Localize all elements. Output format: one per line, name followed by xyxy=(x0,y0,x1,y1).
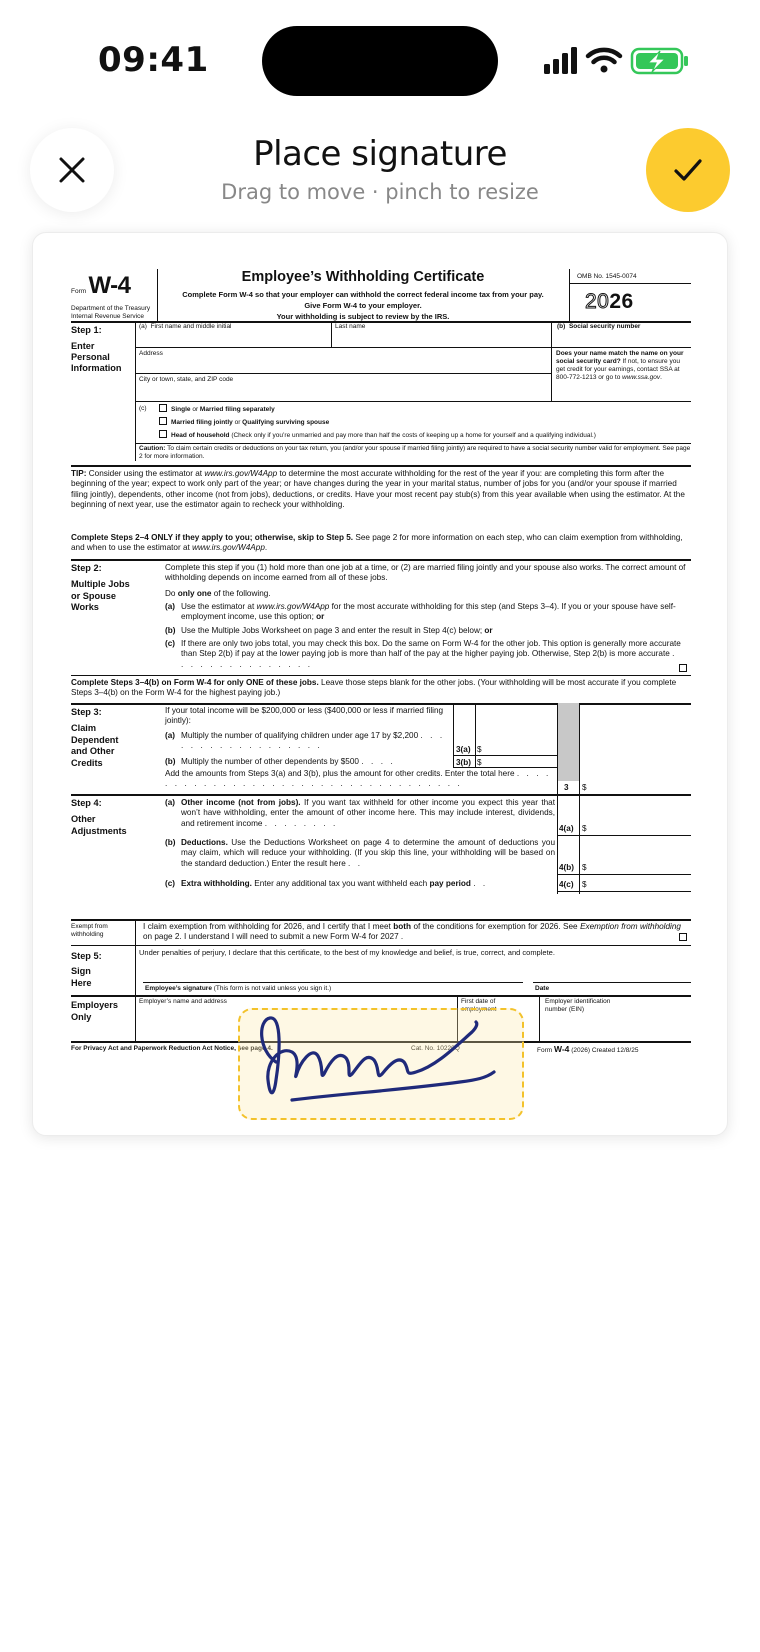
step2-a-text: Use the estimator at www.irs.gov/W4App for the most accurate withholding for this step (and Steps 3–4). If you or your spouse have self-employment income, use this option; or xyxy=(181,602,676,622)
step4c-dollar[interactable]: $ xyxy=(582,880,587,889)
step4-name: Other Adjustments xyxy=(71,814,127,836)
form-footer-id: Form W-4 (2026) Created 12/8/25 xyxy=(537,1044,639,1054)
checkmark-icon xyxy=(671,153,705,187)
employers-only-label: Employers Only xyxy=(71,1000,118,1022)
filing-option-joint[interactable]: Married filing jointly or Qualifying surviving spouse xyxy=(159,417,329,427)
status-time: 09:41 xyxy=(98,40,209,80)
step4-a-text: Other income (not from jobs). If you want tax withheld for other income you expect this year that won’t have withholding, enter the amount of other income here. This may include interest, dividends, and retirement income . . . . . . . . xyxy=(181,798,556,828)
city-label: City or town, state, and ZIP code xyxy=(139,376,234,383)
tax-year xyxy=(585,289,634,315)
form-label: Form xyxy=(71,288,87,295)
step5-name: Sign Here xyxy=(71,966,92,988)
step2-b-label: (b) xyxy=(165,626,176,635)
dynamic-island xyxy=(262,26,498,96)
step3-a-label: (a) xyxy=(165,731,176,740)
step1-head: Step 1: xyxy=(71,325,102,335)
step3-a-text: Multiply the number of qualifying children under age 17 by $2,200 . . . . . . . . . . . . . . . . . . xyxy=(181,731,445,751)
complete-steps-3-4b: Complete Steps 3–4(b) on Form W-4 for only ONE of these jobs. Leave those steps blank for the other jobs. (Your withholding will be most accurate if you complete Steps 3–4(b) on the Form W-4 for the highest paying job.) xyxy=(71,678,677,698)
document-preview xyxy=(32,232,728,1136)
filing-status-label: (c) xyxy=(139,405,147,412)
dept-label: Department of the Treasury xyxy=(71,305,151,312)
exempt-text: I claim exemption from withholding for 2026, and I certify that I meet both of the conditions for exemption for 2026. See Exemption from withholding on page 2. I understand I will need to submit a new Form W-4 for 2027 . xyxy=(143,922,681,942)
step1-name-1: Enter xyxy=(71,341,95,351)
step4b-dollar[interactable]: $ xyxy=(582,863,587,872)
perjury-statement: Under penalties of perjury, I declare that this certificate, to the best of my knowledge and belief, is true, correct, and complete. xyxy=(139,948,555,957)
exempt-checkbox[interactable] xyxy=(679,933,687,941)
form-subtitle-2: Give Form W-4 to your employer. xyxy=(304,300,422,310)
step2-c-text: If there are only two jobs total, you may check this box. Do the same on Form W-4 for the other job. This option is generally more accurate than Step 2(b) if pay at the lower paying job is more than half of the pay at the higher paying job. Otherwise, Step 2(b) is more accurate . . . . . . . . . . . . . . . xyxy=(181,639,681,669)
signature-placement-frame[interactable] xyxy=(238,1008,524,1120)
form-subtitle-1: Complete Form W-4 so that your employer can withhold the correct federal income tax from your pay. xyxy=(182,289,544,299)
step1-name-3: Information xyxy=(71,363,122,374)
caution-note: Caution: To claim certain credits or deductions on your tax return, you (and/or your spouse if married filing jointly) are required to have a social security number valid for employment. See page 2 for more information. xyxy=(139,445,691,460)
privacy-notice: For Privacy Act and Paperwork Reduction Act Notice, see page 4. xyxy=(71,1045,273,1052)
step2-name: Multiple Jobs or Spouse Works xyxy=(71,579,130,612)
tip-paragraph: TIP: Consider using the estimator at www.irs.gov/W4App to determine the most accurate withholding for the rest of the year if you: are completing this form after the beginning of the year; expect to work only part of the year; or have changes during the year in your marital status, number of jobs for you (and/or your spouse if married filing jointly), dependents, other income (not from jobs), deductions, or credits. Have your most recent pay stub(s) from this year available when using the estimator. At the beginning of next year, use the estimator again to recheck your withholding. xyxy=(71,469,685,509)
irs-label: Internal Revenue Service xyxy=(71,312,144,320)
step3-head: Step 3: xyxy=(71,707,102,717)
step4-c-text: Extra withholding. Enter any additional tax you want withheld each pay period . . xyxy=(181,879,488,888)
last-name-label: Last name xyxy=(335,323,366,330)
address-label: Address xyxy=(139,350,163,357)
exempt-label: Exempt from withholding xyxy=(71,923,108,939)
year-prefix: 20 xyxy=(585,290,610,313)
wifi-icon xyxy=(588,50,620,73)
step2-c-checkbox[interactable] xyxy=(679,664,687,672)
step3-line-label: 3 xyxy=(564,783,569,792)
employer-name-address-label: Employer’s name and address xyxy=(139,998,227,1005)
cat-number: Cat. No. 10220Q xyxy=(411,1045,460,1052)
ein-label: Employer identification number (EIN) xyxy=(545,998,611,1014)
step4a-line-label: 4(a) xyxy=(559,824,574,833)
form-title-block xyxy=(157,269,569,321)
status-icons xyxy=(544,44,694,76)
step4c-line-label: 4(c) xyxy=(559,880,574,889)
date-label: Date xyxy=(535,985,550,992)
step4b-line-label: 4(b) xyxy=(559,863,575,872)
year-suffix: 26 xyxy=(609,290,634,313)
step4a-dollar[interactable]: $ xyxy=(582,824,587,833)
step3-intro: If your total income will be $200,000 or less ($400,000 or less if married filing jointly): xyxy=(165,706,444,726)
step2-do-only-one: Do only one of the following. xyxy=(165,589,271,598)
step4-a-label: (a) xyxy=(165,798,176,807)
first-date-label: First date of employment xyxy=(461,998,497,1014)
filing-option-hoh[interactable]: Head of household (Check only if you’re unmarried and pay more than half the costs of keeping up a home for yourself and a qualifying individual.) xyxy=(159,430,596,440)
omb-number: OMB No. 1545-0074 xyxy=(577,273,637,280)
handwritten-signature[interactable] xyxy=(240,1010,526,1122)
step4-head: Step 4: xyxy=(71,798,102,808)
form-title: Employee’s Withholding Certificate xyxy=(241,269,485,285)
page-title: Place signature xyxy=(253,134,507,174)
page-subtitle: Drag to move · pinch to resize xyxy=(221,180,539,204)
step3-b-text: Multiply the number of other dependents by $500 . . . . xyxy=(181,757,396,766)
step3-name: Claim Dependent and Other Credits xyxy=(71,723,119,768)
step1-name xyxy=(71,341,122,375)
filing-option-single[interactable]: Single or Married filing separately xyxy=(159,404,275,414)
step4-b-label: (b) xyxy=(165,838,176,847)
first-name-label: (a) First name and middle initial xyxy=(139,323,232,330)
employee-signature-line[interactable]: Employee’s signature (This form is not valid unless you sign it.) xyxy=(145,985,332,992)
step2-intro: Complete this step if you (1) hold more than one job at a time, or (2) are married filing jointly and your spouse also works. The correct amount of withholding depends on income earned from all of these jobs. xyxy=(165,563,686,583)
step4-b-text: Deductions. Use the Deductions Worksheet on page 4 to determine the amount of deductions you may claim, which will reduce your withholding. (If you skip this line, your withholding will be based on the standard deduction.) Enter the result here . . xyxy=(181,838,555,868)
step3-add-text: Add the amounts from Steps 3(a) and 3(b), plus the amount for other credits. Enter the total here . . . . . . . . . . . . . . . . . . . . . . . . . . . . . . . . . . . xyxy=(165,769,551,789)
step3b-box-label: 3(b) xyxy=(456,758,472,767)
form-number: W-4 xyxy=(88,272,131,299)
step3-b-label: (b) xyxy=(165,757,176,766)
step2-c-label: (c) xyxy=(165,639,176,648)
step5-head: Step 5: xyxy=(71,951,102,961)
confirm-button[interactable] xyxy=(646,128,730,212)
cellular-signal-icon xyxy=(544,47,577,74)
step3a-dollar[interactable]: $ xyxy=(477,745,482,754)
battery-charging-icon xyxy=(632,49,688,73)
complete-steps-2-4: Complete Steps 2–4 ONLY if they apply to you; otherwise, skip to Step 5. See page 2 for more information on each step, who can claim exemption from withholding, and when to use the estimator at www.irs.gov/W4App. xyxy=(71,533,683,553)
ssn-note: Does your name match the name on your social security card? If not, to ensure you get credit for your earnings, contact SSA at 800-772-1213 or go to www.ssa.gov. xyxy=(556,350,684,382)
ssn-label: (b) Social security number xyxy=(557,323,641,330)
step3b-dollar[interactable]: $ xyxy=(477,758,482,767)
form-id xyxy=(71,271,130,300)
dept-block xyxy=(71,305,163,321)
step4-c-label: (c) xyxy=(165,879,176,888)
step3-total-dollar[interactable]: $ xyxy=(582,783,587,792)
form-subtitle-3: Your withholding is subject to review by the IRS. xyxy=(276,311,450,321)
step3a-box-label: 3(a) xyxy=(456,745,471,754)
step2-a-label: (a) xyxy=(165,602,176,611)
step2-b-text: Use the Multiple Jobs Worksheet on page 3 and enter the result in Step 4(c) below; or xyxy=(181,626,493,635)
step1-name-2: Personal xyxy=(71,352,110,363)
step2-head: Step 2: xyxy=(71,563,102,573)
